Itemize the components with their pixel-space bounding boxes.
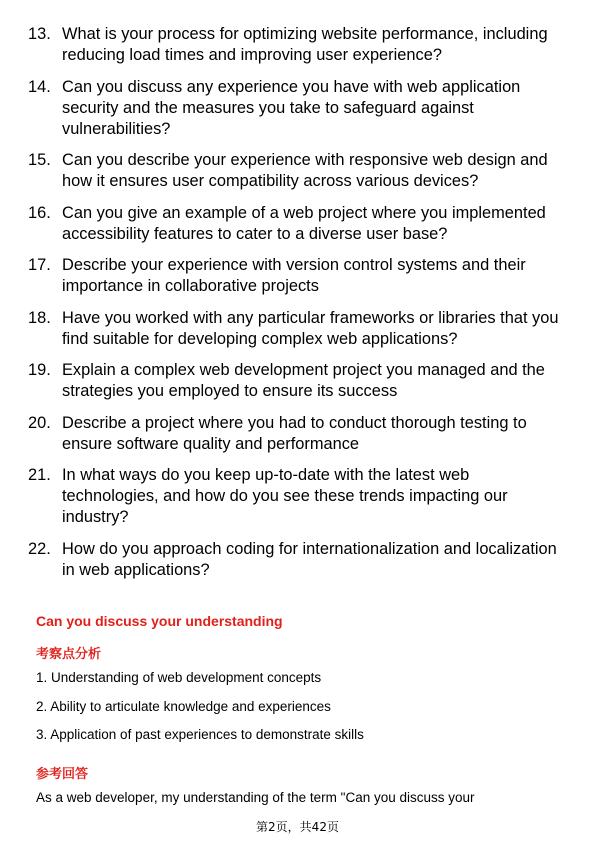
question-number: 14. <box>28 77 51 96</box>
question-text: Have you worked with any particular frameworks or libraries that you find suitable for developing complex web applications? <box>62 308 559 348</box>
question-item <box>28 465 568 528</box>
question-text: How do you approach coding for internationalization and localization in web applications? <box>62 539 557 579</box>
question-text: Can you give an example of a web project where you implemented accessibility features to cater to a diverse user base? <box>62 203 546 243</box>
question-number: 16. <box>28 203 51 222</box>
page-footer: 第2页，共42页 <box>256 820 339 834</box>
question-item <box>28 203 568 245</box>
question-text: What is your process for optimizing website performance, including reducing load times and improving user experience? <box>62 25 548 64</box>
question-item <box>28 308 568 350</box>
analysis-point: 1. Understanding of web development concepts <box>36 670 322 685</box>
question-item <box>28 360 568 402</box>
question-text: Describe a project where you had to conduct thorough testing to ensure software quality and performance <box>62 413 527 453</box>
question-text: Describe your experience with version control systems and their importance in collaborative projects <box>62 256 526 295</box>
question-number: 17. <box>28 256 51 274</box>
analysis-label: 考察点分析 <box>36 646 102 661</box>
question-number: 20. <box>28 413 51 432</box>
question-text: Can you describe your experience with responsive web design and how it ensures user compatibility across various devices? <box>62 151 548 190</box>
question-item <box>28 255 568 297</box>
question-item <box>28 24 568 66</box>
question-item <box>28 77 568 140</box>
analysis-points-list <box>36 669 364 755</box>
question-text: Explain a complex web development project you managed and the strategies you employed to ensure its success <box>62 361 545 400</box>
question-number: 15. <box>28 151 51 169</box>
question-text: Can you discuss any experience you have with web application security and the measures you take to safeguard against vulnerabilities? <box>62 77 521 138</box>
question-item <box>28 539 568 581</box>
question-number: 19. <box>28 361 51 379</box>
analysis-point: 2. Ability to articulate knowledge and experiences <box>36 698 331 714</box>
question-item <box>28 413 568 455</box>
question-item <box>28 150 568 192</box>
question-number: 21. <box>28 466 51 484</box>
question-text: In what ways do you keep up-to-date with the latest web technologies, and how do you see these trends impacting our industry? <box>62 466 508 526</box>
question-number: 13. <box>28 25 51 43</box>
answer-text: As a web developer, my understanding of the term "Can you discuss your <box>36 790 475 805</box>
analysis-point: 3. Application of past experiences to demonstrate skills <box>36 727 364 743</box>
question-number: 18. <box>28 308 51 327</box>
section-heading: Can you discuss your understanding <box>36 613 283 629</box>
question-list <box>28 24 568 591</box>
question-number: 22. <box>28 539 51 558</box>
answer-label: 参考回答 <box>36 766 89 781</box>
